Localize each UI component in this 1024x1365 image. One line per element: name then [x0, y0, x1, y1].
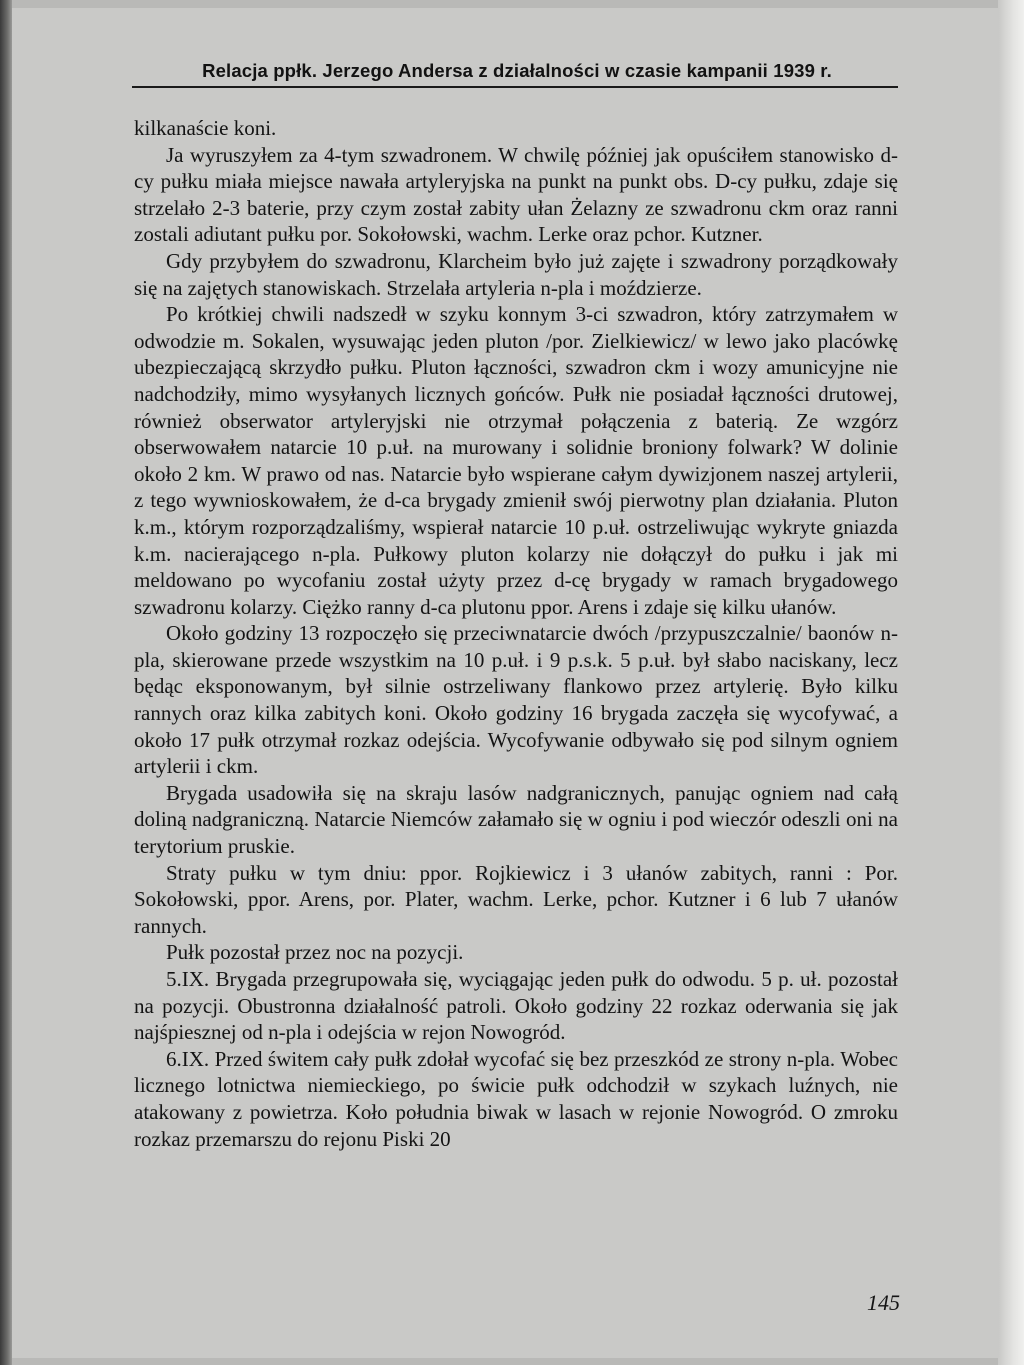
paragraph-3: Gdy przybyłem do szwadronu, Klarcheim było już zajęte i szwadrony porządkowały się na zajętych stanowiskach. Strzelała artyleria n-pla i moździerze.	[134, 248, 898, 300]
paragraph-2: Ja wyruszyłem za 4-tym szwadronem. W chwilę później jak opuściłem stanowisko d-cy pułku miała miejsce nawała artyleryjska na punkt na punkt obs. D-cy pułku, zdaje się strzelało 2-3 baterie, przy czym został zabity ułan Żelazny ze szwadronu ckm oraz ranni zostali adiutant pułku por. Sokołowski, wachm. Lerke oraz pchor. Kutzner.	[134, 142, 898, 247]
paragraph-8: Pułk pozostał przez noc na pozycji.	[166, 940, 464, 965]
page-number: 145	[867, 1290, 900, 1315]
paragraph-6: Brygada usadowiła się na skraju lasów nadgranicznych, panując ogniem nad całą doliną nadgraniczną. Natarcie Niemców załamało się w ogniu i pod wieczór odeszli oni na terytorium pruskie.	[134, 780, 898, 859]
paragraph-4: Po krótkiej chwili nadszedł w szyku konnym 3-ci szwadron, który zatrzymałem w odwodzie m. Sokalen, wysuwając jeden pluton /por. Zielkiewicz/ w lewo jako placówkę ubezpieczającą skrzydło pułku. Pluton łączności, szwadron ckm i wozy amunicyjne nie nadchodziły, mimo wysyłanych licznych gońców. Pułk nie posiadał łączności drutowej, również obserwator artyleryjski nie otrzymał połączenia z baterią. Ze wzgórz obserwowałem natarcie 10 p.uł. na murowany i solidnie broniony folwark? W dolinie około 2 km. W prawo od nas. Natarcie było wspierane całym dywizjonem naszej artylerii, z tego wywnioskowałem, że d-ca brygady zmienił swój pierwotny plan działania. Pluton k.m., którym rozporządzaliśmy, wspierał natarcie 10 p.uł. ostrzeliwując wykryte gniazda k.m. nacierającego n-pla. Pułkowy pluton kolarzy nie dołączył do pułku i jak mi meldowano po wycofaniu został użyty przez d-cę brygady w ramach brygadowego szwadronu kolarzy. Ciężko ranny d-ca plutonu ppor. Arens i zdaje się kilku ułanów.	[134, 302, 898, 619]
header-rule	[132, 86, 898, 88]
page-right-margin	[998, 0, 1024, 1365]
paragraph-10: 6.IX. Przed świtem cały pułk zdołał wycofać się bez przeszkód ze strony n-pla. Wobec licznego lotnictwa niemieckiego, po świcie pułk odchodził w szykach luźnych, nie atakowany z powietrza. Koło południa biwak w lasach w rejonie Nowogród. O zmroku rozkaz przemarszu do rejonu Piski 20	[134, 1046, 898, 1151]
paragraph-9: 5.IX. Brygada przegrupowała się, wyciągając jeden pułk do odwodu. 5 p. uł. pozostał na pozycji. Obustronna działalność patroli. Około godziny 22 rozkaz oderwania się jak najśpiesznej od n-pla i odejścia w rejon Nowogród.	[134, 967, 898, 1045]
body-text	[134, 115, 898, 1152]
book-spine-shadow	[0, 0, 12, 1365]
paragraph-1: kilkanaście koni.	[134, 116, 277, 140]
running-header: Relacja ppłk. Jerzego Andersa z działalności w czasie kampanii 1939 r.	[202, 60, 832, 81]
paragraph-5: Około godziny 13 rozpoczęło się przeciwnatarcie dwóch /przypuszczalnie/ baonów n-pla, skierowane przede wszystkim na 10 p.uł. i 9 p.s.k. 5 p.uł. był słabo naciskany, lecz będąc eksponowanym, był silnie ostrzeliwany flankowo przez artylerię. Było kilku rannych oraz kilka zabitych koni. Około godziny 16 brygada zaczęła się wycofywać, a około 17 pułk otrzymał rozkaz odejścia. Wycofywanie odbywało się pod silnym ogniem artylerii i ckm.	[134, 621, 898, 779]
paragraph-7: Straty pułku w tym dniu: ppor. Rojkiewicz i 3 ułanów zabitych, ranni : Por. Sokołowski, ppor. Arens, por. Plater, wachm. Lerke, pchor. Kutzner i 6 lub 7 ułanów rannych.	[134, 860, 898, 938]
